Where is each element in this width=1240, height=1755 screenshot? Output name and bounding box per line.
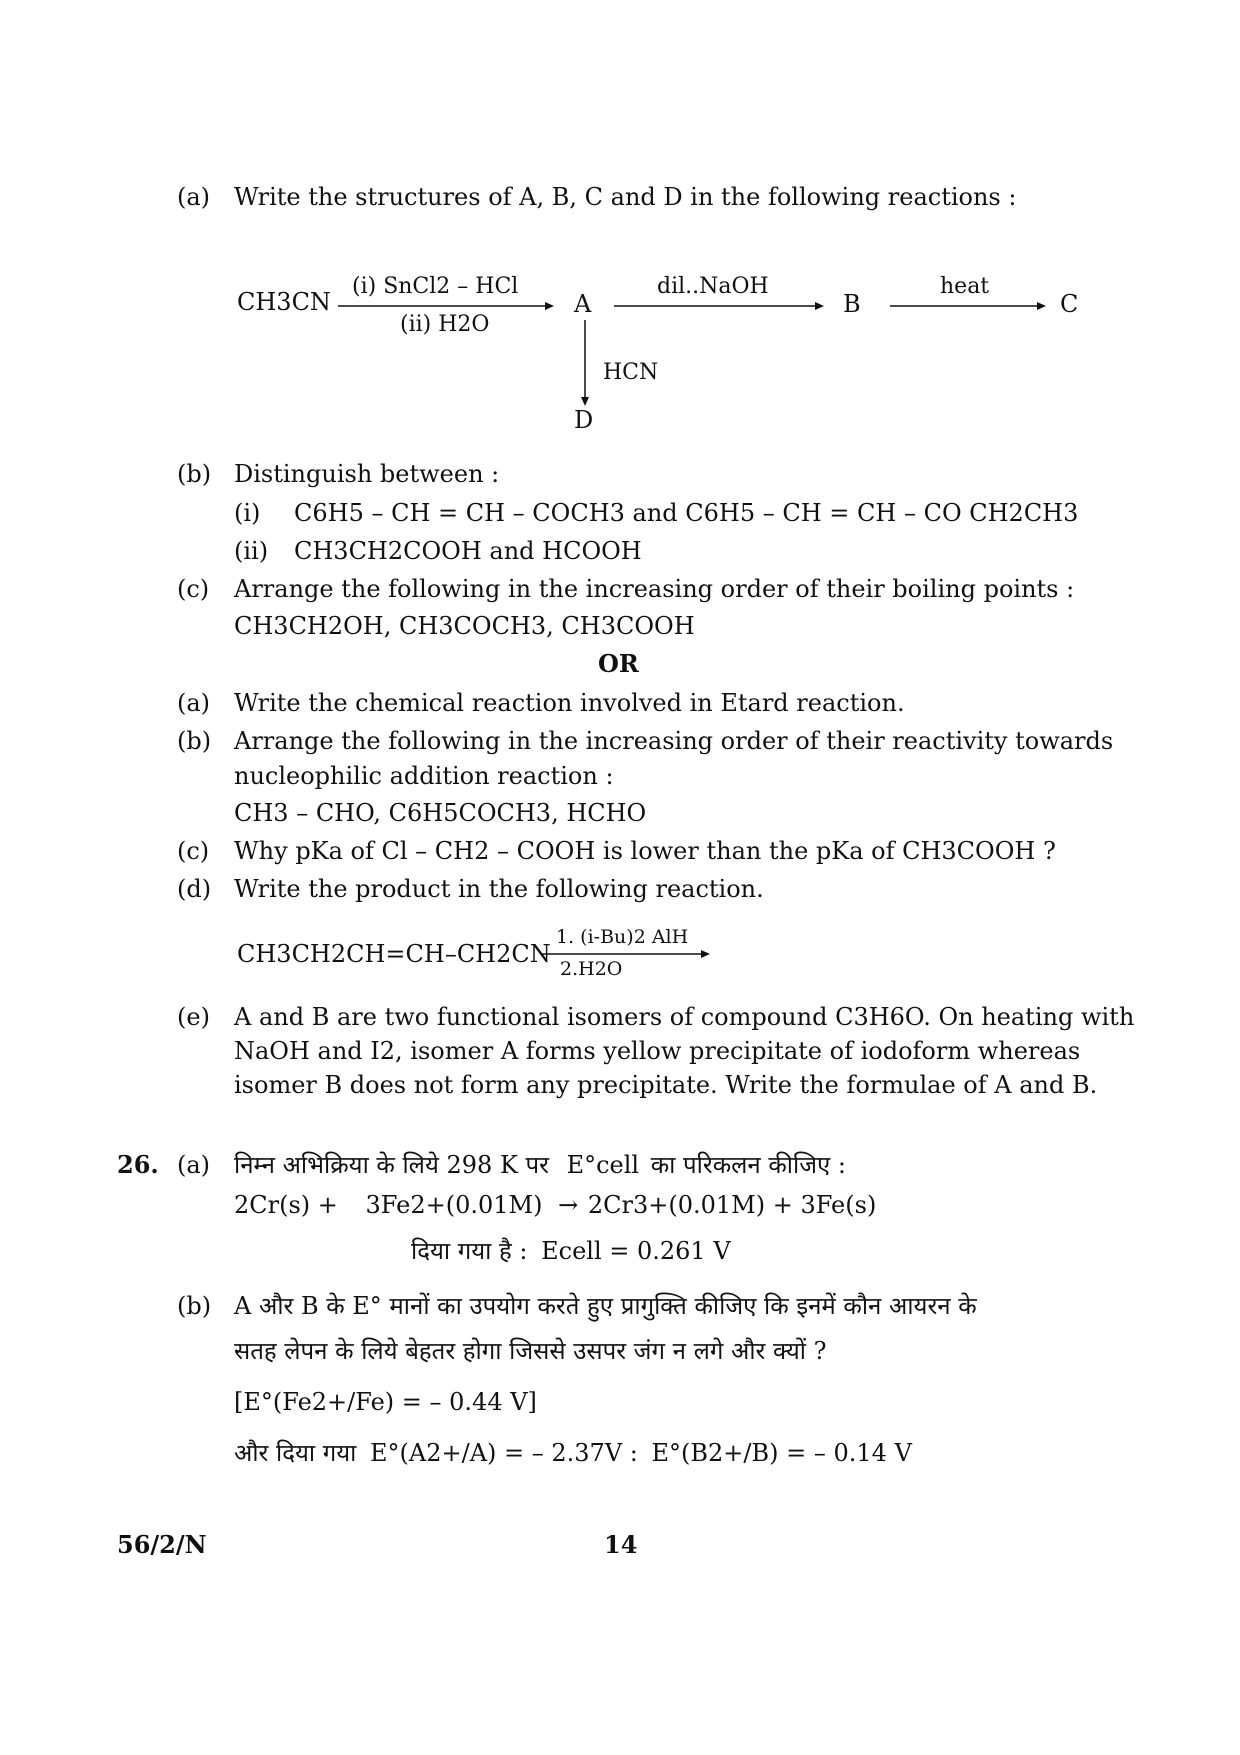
q26a-text-pre: निम्न अभिक्रिया के लिये 298 K पर bbox=[234, 1151, 549, 1179]
q26b-ref: [E°(Fe2+/Fe) = – 0.44 V] bbox=[234, 1388, 537, 1416]
q26b-label: (b) bbox=[177, 1292, 212, 1320]
scheme-reagent1-bottom: (ii) H2O bbox=[400, 312, 490, 337]
alt-c-text: Why pKa of Cl – CH2 – COOH is lower than the pKa of CH3COOH ? bbox=[234, 837, 1056, 865]
q26a-given-pre: दिया गया है : bbox=[411, 1237, 528, 1265]
scheme-reactant: CH3CN bbox=[237, 288, 331, 316]
arrow-5-head bbox=[701, 950, 710, 958]
scheme-product-b: B bbox=[843, 290, 861, 318]
scheme-product-a: A bbox=[574, 290, 592, 318]
q26a-text bbox=[234, 1150, 846, 1180]
footer-page-number: 14 bbox=[604, 1530, 638, 1559]
q26b-given bbox=[234, 1438, 912, 1468]
alt-d-reagent-top: 1. (i-Bu)2 AlH bbox=[556, 926, 689, 948]
alt-d-reactant: CH3CH2CH=CH–CH2CN bbox=[237, 940, 551, 968]
q26b-given-b: E°(B2+/B) = – 0.14 V bbox=[651, 1439, 912, 1467]
alt-e-text-1: A and B are two functional isomers of compound C3H6O. On heating with bbox=[234, 1003, 1135, 1031]
or-divider: OR bbox=[598, 649, 639, 678]
q26b-text-1: A और B के E° मानों का उपयोग करते हुए प्रागुक्ति कीजिए कि इनमें कौन आयरन के bbox=[234, 1292, 977, 1320]
alt-b-label: (b) bbox=[177, 727, 212, 755]
q25a-label: (a) bbox=[177, 183, 211, 211]
q25b-label: (b) bbox=[177, 460, 212, 488]
scheme-reagent1-top: (i) SnCl2 – HCl bbox=[352, 274, 519, 299]
q25b-i-text: C6H5 – CH = CH – COCH3 and C6H5 – CH = CH – CO CH2CH3 bbox=[294, 499, 1079, 527]
q26b-given-a: E°(A2+/A) = – 2.37V : bbox=[370, 1439, 638, 1467]
q26a-eq-mid: 3Fe2+(0.01M) bbox=[365, 1191, 543, 1219]
q25c-label: (c) bbox=[177, 575, 210, 603]
arrow-1-head bbox=[545, 302, 554, 310]
q25b-i-label: (i) bbox=[234, 499, 261, 527]
q26a-text-post: का परिकलन कीजिए : bbox=[650, 1151, 847, 1179]
arrow-3-head bbox=[1037, 302, 1046, 310]
q25b-ii-label: (ii) bbox=[234, 537, 269, 565]
q25a-text: Write the structures of A, B, C and D in the following reactions : bbox=[234, 183, 1017, 211]
scheme-reagent4: HCN bbox=[603, 360, 659, 385]
q26a-given-val: Ecell = 0.261 V bbox=[541, 1237, 731, 1265]
alt-e-label: (e) bbox=[177, 1003, 210, 1031]
scheme-product-d: D bbox=[574, 406, 594, 434]
arrow-2-head bbox=[815, 302, 824, 310]
q26a-eq-left: 2Cr(s) + bbox=[234, 1191, 338, 1219]
q25b-ii-text: CH3CH2COOH and HCOOH bbox=[294, 537, 642, 565]
q26a-label: (a) bbox=[177, 1151, 211, 1179]
alt-a-label: (a) bbox=[177, 689, 211, 717]
q25c-compounds: CH3CH2OH, CH3COCH3, CH3COOH bbox=[234, 612, 695, 640]
alt-c-label: (c) bbox=[177, 837, 210, 865]
q25b-text: Distinguish between : bbox=[234, 460, 500, 488]
alt-a-text: Write the chemical reaction involved in Etard reaction. bbox=[234, 689, 905, 717]
footer-code: 56/2/N bbox=[117, 1530, 207, 1559]
scheme-product-c: C bbox=[1060, 290, 1079, 318]
q25c-text: Arrange the following in the increasing order of their boiling points : bbox=[234, 575, 1075, 603]
alt-b-compounds: CH3 – CHO, C6H5COCH3, HCHO bbox=[234, 799, 647, 827]
alt-b-text-2: nucleophilic addition reaction : bbox=[234, 762, 614, 790]
q26a-given bbox=[411, 1236, 731, 1266]
q26b-text-2: सतह लेपन के लिये बेहतर होगा जिससे उसपर जंग न लगे और क्यों ? bbox=[234, 1337, 827, 1365]
alt-e-text-3: isomer B does not form any precipitate. Write the formulae of A and B. bbox=[234, 1071, 1098, 1099]
arrow-4-head bbox=[581, 397, 589, 406]
q26a-ecell: E°cell bbox=[566, 1151, 640, 1179]
alt-e-text-2: NaOH and I2, isomer A forms yellow precipitate of iodoform whereas bbox=[234, 1037, 1081, 1065]
scheme-reagent2: dil..NaOH bbox=[657, 274, 769, 299]
alt-d-text: Write the product in the following reaction. bbox=[234, 875, 764, 903]
q26-number: 26. bbox=[117, 1150, 159, 1179]
scheme-reagent3: heat bbox=[940, 274, 990, 299]
alt-b-text-1: Arrange the following in the increasing order of their reactivity towards bbox=[234, 727, 1114, 755]
q26b-given-pre: और दिया गया bbox=[234, 1439, 357, 1467]
q26a-equation bbox=[234, 1190, 876, 1220]
q26a-eq-right: 2Cr3+(0.01M) + 3Fe(s) bbox=[587, 1191, 877, 1219]
alt-d-label: (d) bbox=[177, 875, 212, 903]
alt-d-reagent-bottom: 2.H2O bbox=[560, 958, 623, 980]
q26a-eq-arrow: → bbox=[558, 1191, 579, 1219]
